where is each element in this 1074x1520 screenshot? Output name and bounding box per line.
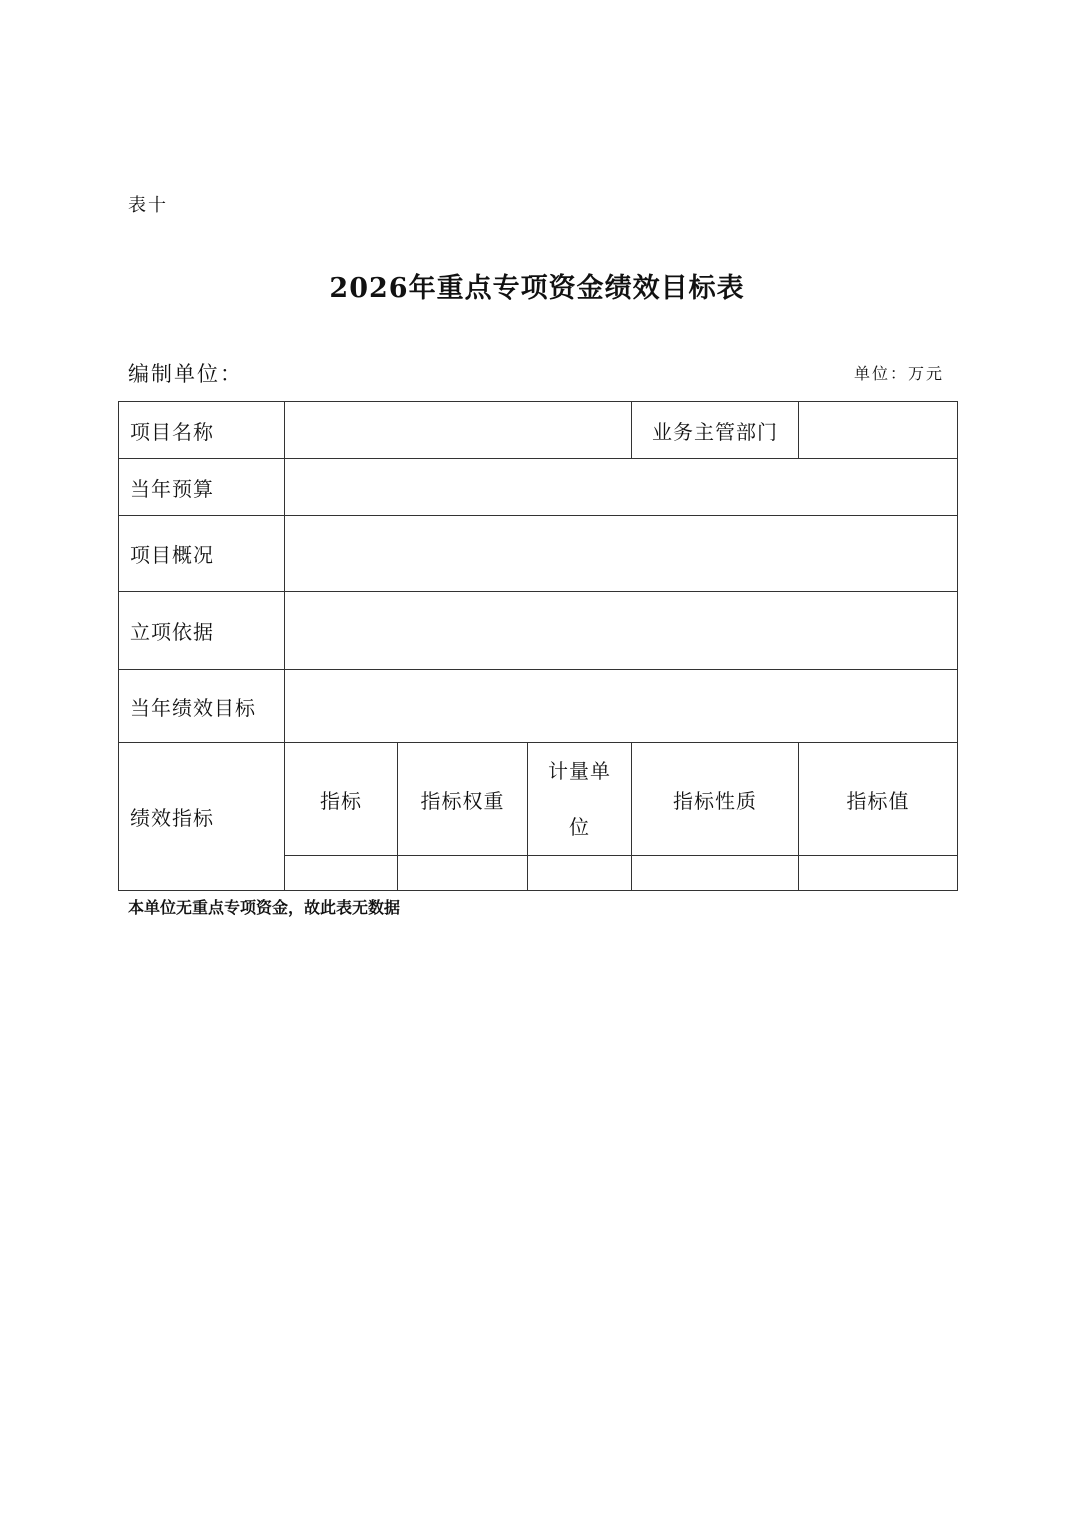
row-indicator-header xyxy=(119,743,958,856)
dept-label: 业务主管部门 xyxy=(632,402,799,459)
overview-value[interactable] xyxy=(285,516,958,592)
col-value: 指标值 xyxy=(799,743,958,856)
col-indicator: 指标 xyxy=(285,743,398,856)
goal-value[interactable] xyxy=(285,670,958,743)
row-basis xyxy=(119,592,958,670)
row-budget xyxy=(119,459,958,516)
cell-indicator[interactable] xyxy=(285,856,398,891)
overview-label: 项目概况 xyxy=(119,516,285,592)
row-overview xyxy=(119,516,958,592)
compiler-label: 编制单位： xyxy=(128,362,243,386)
unit-label: 单位：万元 xyxy=(853,364,944,383)
project-name-value[interactable] xyxy=(285,402,632,459)
dept-value[interactable] xyxy=(799,402,958,459)
cell-weight[interactable] xyxy=(398,856,528,891)
performance-target-table xyxy=(118,401,958,891)
basis-value[interactable] xyxy=(285,592,958,670)
row-goal xyxy=(119,670,958,743)
col-measure-unit-line1: 计量单 xyxy=(548,759,611,783)
cell-nature[interactable] xyxy=(632,856,799,891)
table-number: 表十 xyxy=(128,195,168,216)
budget-value[interactable] xyxy=(285,459,958,516)
budget-label: 当年预算 xyxy=(119,459,285,516)
col-weight: 指标权重 xyxy=(398,743,528,856)
document-title: 2026年重点专项资金绩效目标表 xyxy=(329,273,745,304)
project-name-label: 项目名称 xyxy=(119,402,285,459)
goal-label: 当年绩效目标 xyxy=(119,670,285,743)
col-nature: 指标性质 xyxy=(632,743,799,856)
basis-label: 立项依据 xyxy=(119,592,285,670)
cell-measure-unit[interactable] xyxy=(528,856,632,891)
indicator-section-label: 绩效指标 xyxy=(119,743,285,891)
row-project-name xyxy=(119,402,958,459)
cell-value[interactable] xyxy=(799,856,958,891)
col-measure-unit xyxy=(528,743,632,856)
footnote: 本单位无重点专项资金，故此表无数据 xyxy=(128,898,401,917)
col-measure-unit-line2: 位 xyxy=(569,815,590,839)
